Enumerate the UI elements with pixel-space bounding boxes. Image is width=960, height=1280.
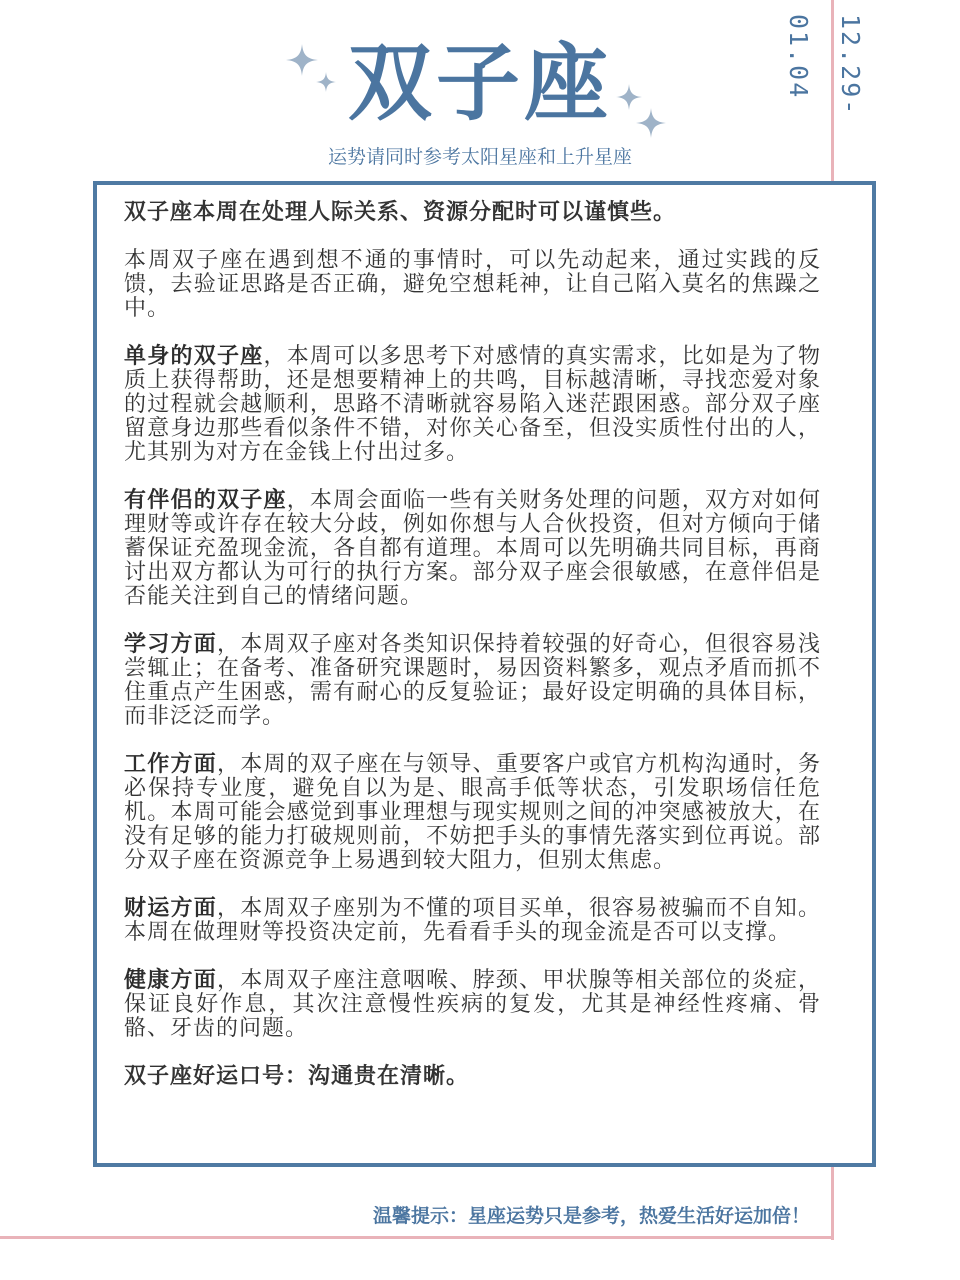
section-health (124, 969, 821, 1041)
section-label: 单身的双子座 (124, 344, 264, 369)
section-wealth (124, 897, 821, 945)
footer-tip: 温馨提示：星座运势只是参考，热爱生活好运加倍！ (372, 1206, 810, 1227)
section-text: ，本周双子座别为不懂的项目买单，很容易被骗而不自知。本周在做理财等投资决定前，先看看手头的现金流是否可以支撑。 (124, 896, 821, 945)
section-text: ，本周可以多思考下对感情的真实需求，比如是为了物质上获得帮助，还是想要精神上的共鸣，目标越清晰，寻找恋爱对象的过程就会越顺利，思路不清晰就容易陷入迷茫跟困惑。部分双子座留意身边那些看似条件不错，对你关心备至，但没实质性付出的人，尤其别为对方在金钱上付出过多。 (124, 344, 821, 465)
section-label: 工作方面 (124, 752, 217, 777)
section-label: 有伴侣的双子座 (124, 488, 287, 513)
section-partnered (124, 489, 821, 609)
pink-horizontal-line (0, 1236, 834, 1239)
horoscope-text (124, 201, 821, 1113)
date-range: 12.29-01.04 (784, 14, 865, 117)
horoscope-card (93, 181, 876, 1167)
page-subtitle: 运势请同时参考太阳星座和上升星座 (327, 146, 632, 168)
section-single (124, 345, 821, 465)
headline: 双子座本周在处理人际关系、资源分配时可以谨慎些。 (124, 200, 677, 225)
intro-paragraph: 本周双子座在遇到想不通的事情时，可以先动起来，通过实践的反馈，去验证思路是否正确，避免空想耗神，让自己陷入莫名的焦躁之中。 (124, 248, 821, 321)
section-label: 学习方面 (124, 632, 217, 657)
section-study (124, 633, 821, 729)
section-label: 健康方面 (124, 968, 217, 993)
section-text: ，本周双子座对各类知识保持着较强的好奇心，但很容易浅尝辄止；在备考、准备研究课题时，易因资料繁多，观点矛盾而抓不住重点产生困惑，需有耐心的反复验证；最好设定明确的具体目标，而非泛泛而学。 (124, 632, 821, 729)
section-work (124, 753, 821, 873)
section-text: ，本周会面临一些有关财务处理的问题，双方对如何理财等或许存在较大分歧，例如你想与人合伙投资，但对方倾向于储蓄保证充盈现金流，各自都有道理。本周可以先明确共同目标，再商讨出双方都认为可行的执行方案。部分双子座会很敏感，在意伴侣是否能关注到自己的情绪问题。 (124, 488, 821, 609)
page-title: 双子座 (347, 34, 612, 132)
section-text: ，本周双子座注意咽喉、脖颈、甲状腺等相关部位的炎症，保证良好作息，其次注意慢性疾病的复发，尤其是神经性疼痛、骨骼、牙齿的问题。 (124, 968, 821, 1041)
section-text: ，本周的双子座在与领导、重要客户或官方机构沟通时，务必保持专业度，避免自以为是、眼高手低等状态，引发职场信任危机。本周可能会感觉到事业理想与现实规则之间的冲突感被放大，在没有足够的能力打破规则前，不妨把手头的事情先落实到位再说。部分双子座在资源竞争上易遇到较大阻力，但别太焦虑。 (124, 752, 821, 873)
section-label: 财运方面 (124, 896, 217, 921)
lucky-slogan: 双子座好运口号：沟通贵在清晰。 (124, 1064, 470, 1089)
